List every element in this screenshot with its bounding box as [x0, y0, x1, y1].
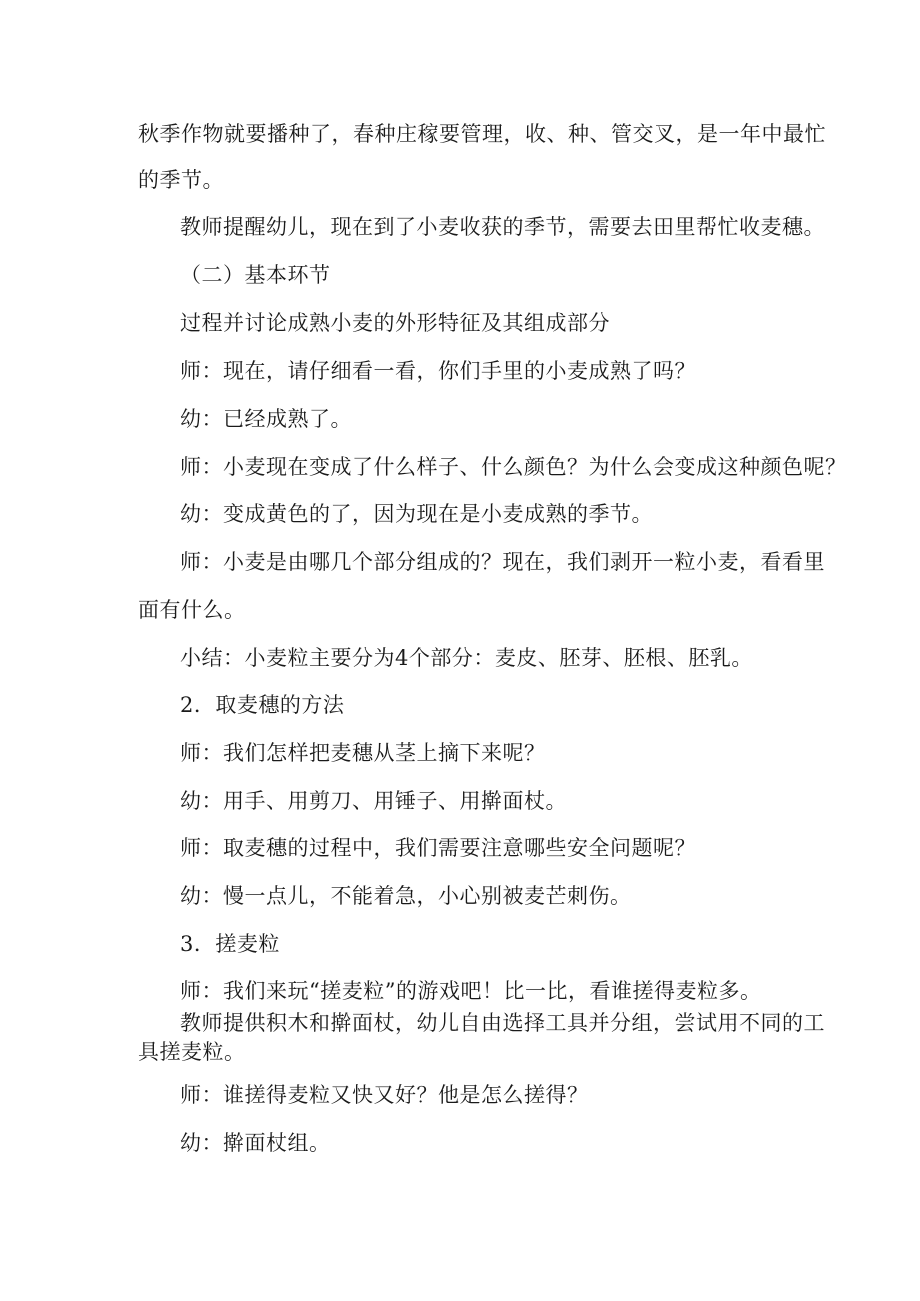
summary-line: 小结：小麦粒主要分为4个部分：麦皮、胚芽、胚根、胚乳。 — [180, 646, 753, 670]
dialogue-line: 师：小麦现在变成了什么样子、什么颜色？为什么会变成这种颜色呢？ — [180, 455, 847, 479]
dialogue-line: 幼：已经成熟了。 — [180, 407, 352, 431]
section-heading: 2．取麦穗的方法 — [180, 693, 345, 717]
dialogue-line: 师：谁搓得麦粒又快又好？他是怎么搓得？ — [180, 1083, 589, 1107]
dialogue-line: 师：我们来玩“搓麦粒”的游戏吧！比一比，看谁搓得麦粒多。 — [180, 979, 762, 1003]
dialogue-line: 师：小麦是由哪几个部分组成的？现在，我们剥开一粒小麦，看看里 — [180, 550, 825, 574]
dialogue-line: 面有什么。 — [138, 598, 246, 622]
paragraph-line: 过程并讨论成熟小麦的外形特征及其组成部分 — [180, 311, 610, 335]
dialogue-line: 幼：用手、用剪刀、用锤子、用擀面杖。 — [180, 789, 567, 813]
section-heading: 3．搓麦粒 — [180, 932, 280, 956]
dialogue-line: 师：我们怎样把麦穗从茎上摘下来呢？ — [180, 741, 546, 765]
paragraph-line: 秋季作物就要播种了，春种庄稼要管理，收、种、管交叉，是一年中最忙 — [138, 122, 826, 146]
dialogue-line: 师：取麦穗的过程中，我们需要注意哪些安全问题呢？ — [180, 836, 696, 860]
paragraph-line: 具搓麦粒。 — [138, 1040, 246, 1064]
paragraph-line: 教师提醒幼儿，现在到了小麦收获的季节，需要去田里帮忙收麦穗。 — [180, 215, 825, 239]
dialogue-line: 幼：变成黄色的了，因为现在是小麦成熟的季节。 — [180, 502, 653, 526]
dialogue-line: 幼：慢一点儿，不能着急，小心别被麦芒刺伤。 — [180, 884, 632, 908]
section-heading: （二）基本环节 — [180, 263, 331, 287]
dialogue-line: 师：现在，请仔细看一看，你们手里的小麦成熟了吗？ — [180, 359, 696, 383]
paragraph-line: 的季节。 — [138, 168, 224, 192]
paragraph-line: 教师提供积木和擀面杖，幼儿自由选择工具并分组，尝试用不同的工 — [180, 1011, 825, 1035]
dialogue-line: 幼：擀面杖组。 — [180, 1131, 331, 1155]
